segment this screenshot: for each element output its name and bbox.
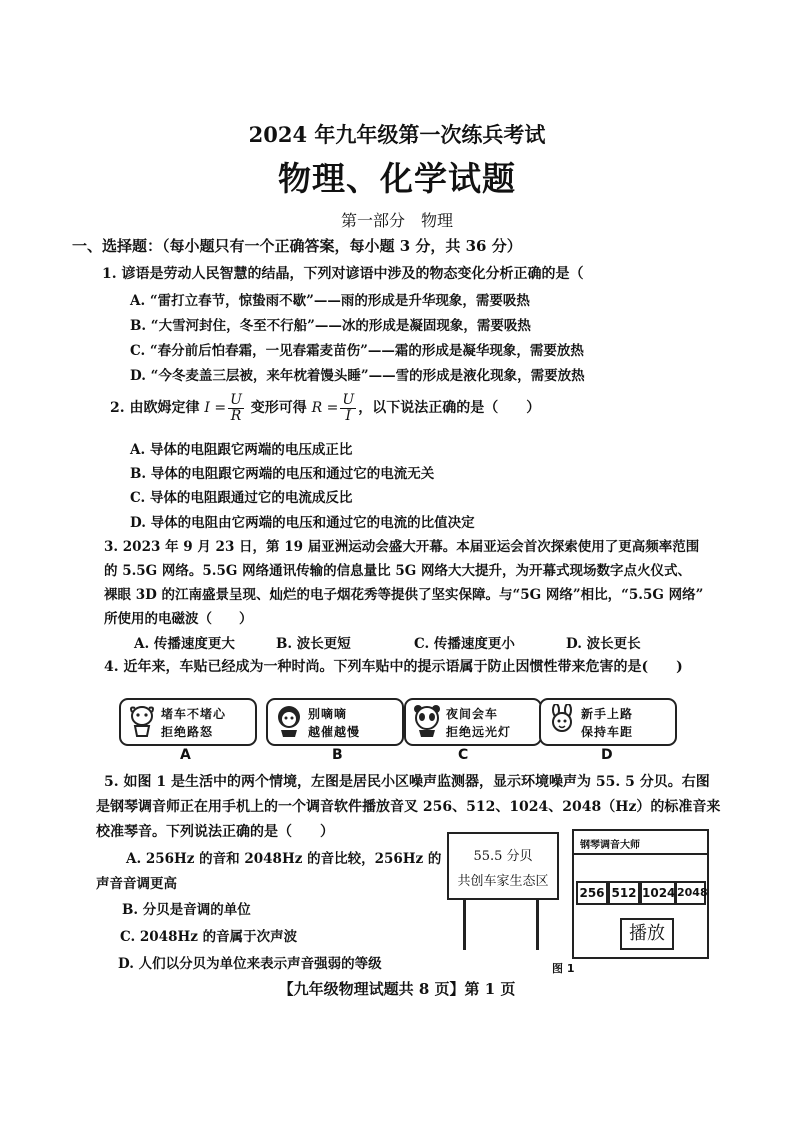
q5-line-1: 5. 如图 1 是生活中的两个情境，左图是居民小区噪声监测器，显示环境噪声为 55. 5 分贝。右图 [104,774,710,790]
q5-option-d: D. 人们以分贝为单位来表示声音强弱的等级 [118,956,382,972]
q3-line-1: 3. 2023 年 9 月 23 日，第 19 届亚洲运动会盛大开幕。本届亚运会首次探索使用了更高频率范围 [104,539,700,555]
sticker-c-line-1: 夜间会车 [446,707,499,721]
subject-title: 物理、化学试题 [278,159,516,198]
q2-stem: 2. 由欧姆定律 I = $\frac{U}{R}$ 变形可得 R = $\frac{U}{I}$ ，以下说法正确的是（ ） [110,391,541,424]
exam-title: 2024 年九年级第一次练兵考试 [248,122,546,147]
q2-option-c: C. 导体的电阻跟通过它的电流成反比 [130,490,353,506]
noise-monitor-board [447,832,559,900]
freq-button-256[interactable]: 256 [576,881,608,905]
q4-stem: 4. 近年来，车贴已经成为一种时尚。下列车贴中的提示语属于防止因惯性带来危害的是( ) [104,659,683,675]
part-title: 第一部分 物理 [340,211,453,230]
q3-option-b: B. 波长更短 [276,636,351,652]
q5-option-a-cont: 声音音调更高 [96,876,177,892]
panda-mascot-icon [412,704,442,738]
q3-option-c: C. 传播速度更小 [414,636,515,652]
q5-line-3: 校准琴音。下列说法正确的是（ ） [96,824,334,840]
cartoon-face-icon [274,704,304,738]
q1-option-b: B. “大雪河封住，冬至不行船”——冰的形成是凝固现象，需要吸热 [130,318,531,334]
q2-option-a: A. 导体的电阻跟它两端的电压成正比 [130,442,353,458]
page-footer: 【九年级物理试题共 8 页】第 1 页 [278,980,516,998]
ohm-fraction-2: $\frac{U}{I}$ [342,391,355,424]
sticker-a-line-2: 拒绝路怒 [161,725,214,739]
sticker-d-label: D [601,747,613,763]
sticker-c-label: C [458,747,469,763]
sticker-a-label: A [180,747,191,763]
sticker-d-line-2: 保持车距 [581,725,634,739]
q3-line-3: 裸眼 3D 的江南盛景呈现、灿烂的电子烟花秀等提供了坚实保障。与“5G 网络”相比，“5.5G 网络” [104,587,704,603]
q3-option-d: D. 波长更长 [566,636,641,652]
board-post-left [463,898,466,950]
noise-reading: 55.5 分贝 [473,849,533,864]
q2-option-b: B. 导体的电阻跟它两端的电压和通过它的电流无关 [130,466,435,482]
board-post-right [536,898,539,950]
sticker-b-line-2: 越催越慢 [308,725,361,739]
section-heading: 一、选择题：（每小题只有一个正确答案，每小题 3 分，共 36 分） [72,237,522,255]
sticker-c [404,698,542,746]
q3-option-a: A. 传播速度更大 [134,636,235,652]
dog-mascot-icon [127,704,157,738]
freq-button-2048[interactable]: 2048 [675,881,706,905]
q2-option-d: D. 导体的电阻由它两端的电压和通过它的电流的比值决定 [130,515,475,531]
q5-option-c: C. 2048Hz 的音属于次声波 [120,929,298,945]
q3-line-4: 所使用的电磁波（ ） [104,611,253,627]
q3-line-2: 的 5.5G 网络。5.5G 网络通讯传输的信息量比 5G 网络大大提升，为开幕式现场数字点火仪式、 [104,563,691,579]
sticker-d [539,698,677,746]
q5-line-2: 是钢琴调音师正在用手机上的一个调音软件播放音叉 256、512、1024、2048（Hz）的标准音来 [96,799,721,815]
sticker-b-label: B [332,747,343,763]
tuning-app-screen [572,829,709,959]
q1-option-d: D. “今冬麦盖三层被，来年枕着馒头睡”——雪的形成是液化现象，需要放热 [130,368,585,384]
figure-label: 图 1 [552,962,575,975]
sticker-b [266,698,404,746]
sticker-a-line-1: 堵车不堵心 [161,707,227,721]
rabbit-mascot-icon [547,704,577,738]
ohm-fraction-1: $\frac{U}{R}$ [230,391,242,424]
community-name: 共创车家生态区 [457,874,549,889]
freq-button-1024[interactable]: 1024 [640,881,676,905]
play-button[interactable]: 播放 [620,918,674,950]
sticker-a [119,698,257,746]
q1-option-a: A. “雷打立春节，惊蛰雨不歇”——雨的形成是升华现象，需要吸热 [130,293,530,309]
q5-option-a: A. 256Hz 的音和 2048Hz 的音比较，256Hz 的 [126,851,442,867]
sticker-c-line-2: 拒绝远光灯 [446,725,512,739]
q5-option-b: B. 分贝是音调的单位 [122,902,251,918]
sticker-d-line-1: 新手上路 [581,707,634,721]
q1-stem: 1. 谚语是劳动人民智慧的结晶，下列对谚语中涉及的物态变化分析正确的是（ [102,266,584,282]
sticker-b-line-1: 别嘀嘀 [308,707,348,721]
q1-option-c: C. “春分前后怕春霜，一见春霜麦苗伤”——霜的形成是凝华现象，需要放热 [130,343,584,359]
freq-button-512[interactable]: 512 [608,881,640,905]
app-title: 钢琴调音大师 [580,840,640,851]
